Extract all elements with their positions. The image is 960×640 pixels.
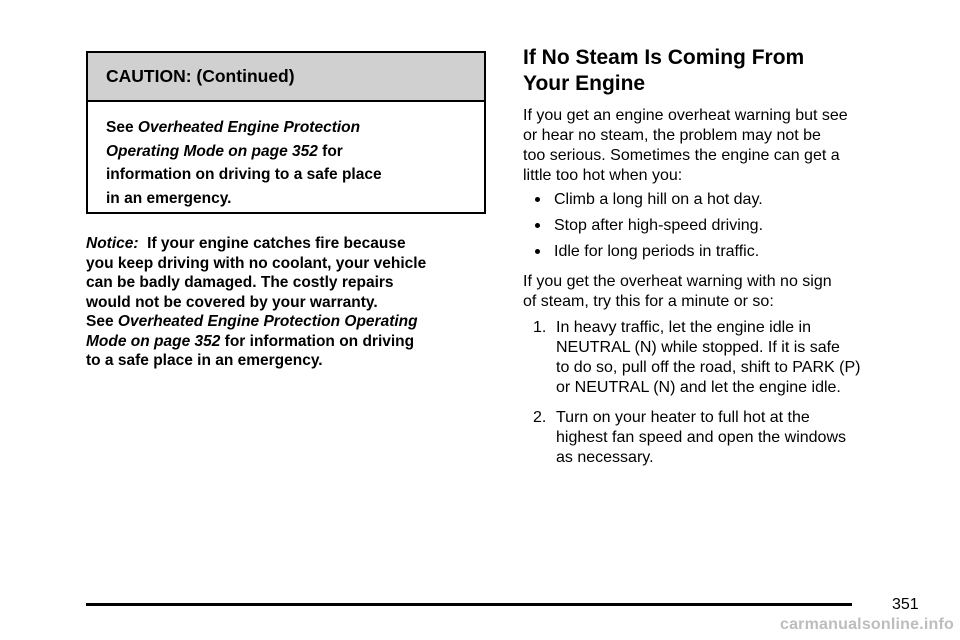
notice-line-7: to a safe place in an emergency. (86, 352, 323, 369)
caution-line-4: in an emergency. (106, 189, 232, 207)
step-item (533, 318, 860, 398)
step-line: NEUTRAL (N) while stopped. If it is safe (556, 339, 840, 356)
intro-line-3: too serious. Sometimes the engine can get a (523, 147, 840, 164)
intro-line-1: If you get an engine overheat warning but see (523, 107, 848, 124)
caution-see-prefix: See (106, 119, 138, 136)
footer-rule (86, 603, 852, 606)
caution-body (88, 102, 484, 210)
caution-line-1 (106, 116, 484, 140)
caution-for-suffix: for (317, 142, 343, 160)
steam-line-1: If you get the overheat warning with no sign (523, 273, 832, 290)
caution-reference-link-part1[interactable]: Overheated Engine Protection (137, 119, 361, 136)
notice-line-5 (86, 312, 496, 332)
page-number: 351 (892, 596, 919, 613)
section-title-line-1: If No Steam Is Coming From (523, 46, 805, 69)
step-line: or NEUTRAL (N) and let the engine idle. (556, 379, 841, 396)
step-number: 1. (533, 319, 547, 336)
steam-line-2: of steam, try this for a minute or so: (523, 293, 774, 310)
notice-line-2: you keep driving with no coolant, your vehicle (86, 254, 427, 272)
caution-box (86, 51, 486, 214)
step-line: as necessary. (556, 449, 654, 466)
notice-reference-link-part1[interactable]: Overheated Engine Protection Operating (117, 313, 418, 330)
numbered-steps (533, 318, 860, 478)
notice-for-suffix: for information on driving (220, 332, 415, 350)
bullet-dot-icon (535, 223, 540, 228)
notice-paragraph (86, 234, 496, 371)
notice-reference-link-part2[interactable]: Mode on page 352 (86, 332, 221, 350)
notice-label: Notice: (86, 235, 139, 252)
caution-reference-link-part2[interactable]: Operating Mode on page 352 (106, 142, 318, 160)
bullet-text: Climb a long hill on a hot day. (554, 191, 763, 208)
bullet-dot-icon (535, 197, 540, 202)
step-line: In heavy traffic, let the engine idle in (556, 319, 811, 336)
caution-line-3: information on driving to a safe place (106, 166, 382, 183)
notice-line-1-text: If your engine catches fire because (138, 235, 406, 252)
notice-see-prefix: See (86, 313, 118, 330)
notice-line-1 (86, 234, 496, 254)
caution-line-2 (106, 140, 484, 164)
step-item (533, 408, 860, 468)
notice-line-4: would not be covered by your warranty. (86, 293, 378, 311)
step-line: Turn on your heater to full hot at the (556, 409, 810, 426)
step-number: 2. (533, 409, 547, 426)
watermark-text: carmanualsonline.info (779, 616, 954, 633)
intro-paragraph (523, 106, 848, 186)
intro-line-4: little too hot when you: (523, 167, 683, 184)
caution-header: CAUTION: (Continued) (88, 53, 484, 102)
steam-paragraph (523, 272, 832, 312)
bullet-text: Stop after high-speed driving. (554, 217, 764, 234)
notice-line-6 (86, 332, 496, 352)
bullet-dot-icon (535, 249, 540, 254)
notice-line-3: can be badly damaged. The costly repairs (86, 274, 394, 291)
step-line: highest fan speed and open the windows (556, 429, 846, 446)
step-line: to do so, pull off the road, shift to PARK (P) (556, 359, 861, 376)
section-title-line-2: Your Engine (523, 72, 646, 95)
bullet-text: Idle for long periods in traffic. (554, 243, 760, 260)
intro-line-2: or hear no steam, the problem may not be (523, 127, 821, 144)
section-title (523, 45, 804, 97)
